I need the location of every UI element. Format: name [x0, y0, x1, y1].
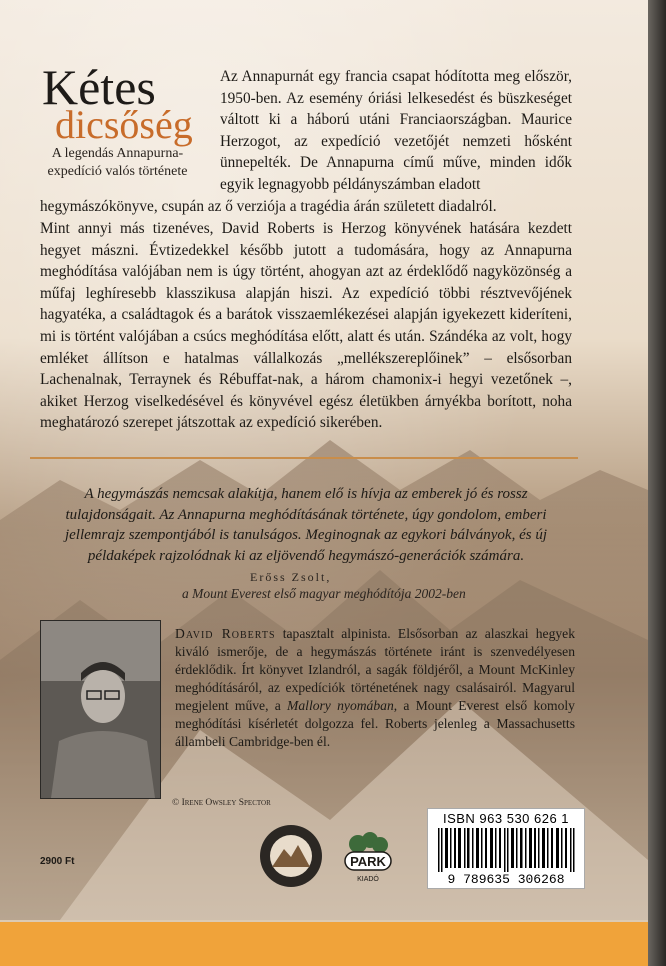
bio-text: tapasztalt alpinista. Elsősorban az alaszkai hegyek kiváló ismerője, de a hegymászás története iránt is szenvedélyesen érdeklődik. Írt könyvet Izlandról, a sagák földjéről, a Mount McKinley meghódításáról, az expedíciók történetének nagy csalásairól. Magyarul megjelent műve, a: [175, 626, 575, 713]
isbn-number: ISBN 963 530 626 1: [442, 811, 570, 826]
kiado-label: KIADÓ: [357, 876, 379, 883]
photo-credit: © Irene Owsley Spector: [172, 798, 271, 808]
main-paragraph: Mint annyi más tizenéves, David Roberts is Herzog könyvének hatására kezdett hegyet mászni. Évtizedekkel később jutott a tudomására, hogy az Annapurna meghódítása valójában nem is úgy történt, ahogyan azt az érdeklődő nagyközönség a műfaj leghíresebb klasszikusa alapján hiszi. Az expedíció többi résztvevőjének hagyatéka, a családtagok és a barátok visszaemlékezései alapján igyekezett kideríteni, mi is történt valójában a csúcs meghódítása előtt, alatt és után. Szándéka az volt, hogy emléket állítson e hatalmas vállalkozás „mellékszereplőinek” – elsősorban Lachenalnak, Terraynek és Rébuffat-nak, a három chamonix-i hegyi vezetőnek –, akiket Herzog viselkedésével és könyvével egész életükben árnyékba borított, noha meghatározó szerepet játszottak az expedíció sikerében.: [40, 220, 572, 432]
park-label: PARK: [350, 854, 386, 869]
book-spine: [648, 0, 666, 966]
bio-text-end: , a Mount Everest első komoly meghódítási kísérletét dolgozza fel. Roberts jelenleg a Massachusetts állambeli Cambridge-ben él.: [175, 698, 575, 749]
book-title-line1: Kétes: [42, 59, 156, 115]
author-portrait-icon: [41, 621, 160, 798]
quote-author-note: a Mount Everest első magyar meghódítója 2002-ben: [182, 586, 466, 601]
veszelyes-ovezet-logo-icon: [258, 823, 324, 889]
ean-number: 9 789635 306268: [447, 872, 565, 887]
intro-paragraph-end: hegymászókönyve, csupán az ő verziója a tragédia árán született diadalról.: [40, 198, 497, 215]
bio-book-title: Mallory nyomában: [287, 698, 394, 713]
blurb-quote: A hegymászás nemcsak alakítja, hanem elő is hívja az emberek jó és rossz tulajdonságait. Az Annapurna meghódításának története, úgy gondolom, emberi jellemrajz szempontjából is tanulságos. Meginognak az egykori bálványok, és új példaképek rajzolódnak ki az eljövendő hegymászó-generációk számára.: [64, 486, 548, 564]
barcode-bars-icon: [438, 828, 576, 872]
book-title-line2: dicsőség: [55, 102, 193, 147]
price: 2900 Ft: [40, 856, 75, 867]
bottom-color-band: [0, 922, 648, 966]
barcode: [427, 808, 585, 889]
intro-paragraph: Az Annapurnát egy francia csapat hódította meg először, 1950-ben. Az esemény óriási lelkesedést és büszkeséget váltott ki a háború utáni Franciaországban. Maurice Herzogot, az expedíció vezetőjét nemzeti hősként ünnepelték. De Annapurna című műve, minden idők egyik legnagyobb példányszámban eladott: [220, 68, 572, 193]
park-kiado-logo-icon: [340, 832, 395, 884]
author-name: David Roberts: [175, 626, 276, 641]
divider-rule: [30, 457, 578, 459]
quote-author: Erőss Zsolt,: [250, 570, 332, 584]
author-bio: [175, 625, 575, 751]
book-subtitle: A legendás Annapurna-expedíció valós története: [47, 146, 188, 179]
author-photo: [40, 620, 161, 799]
